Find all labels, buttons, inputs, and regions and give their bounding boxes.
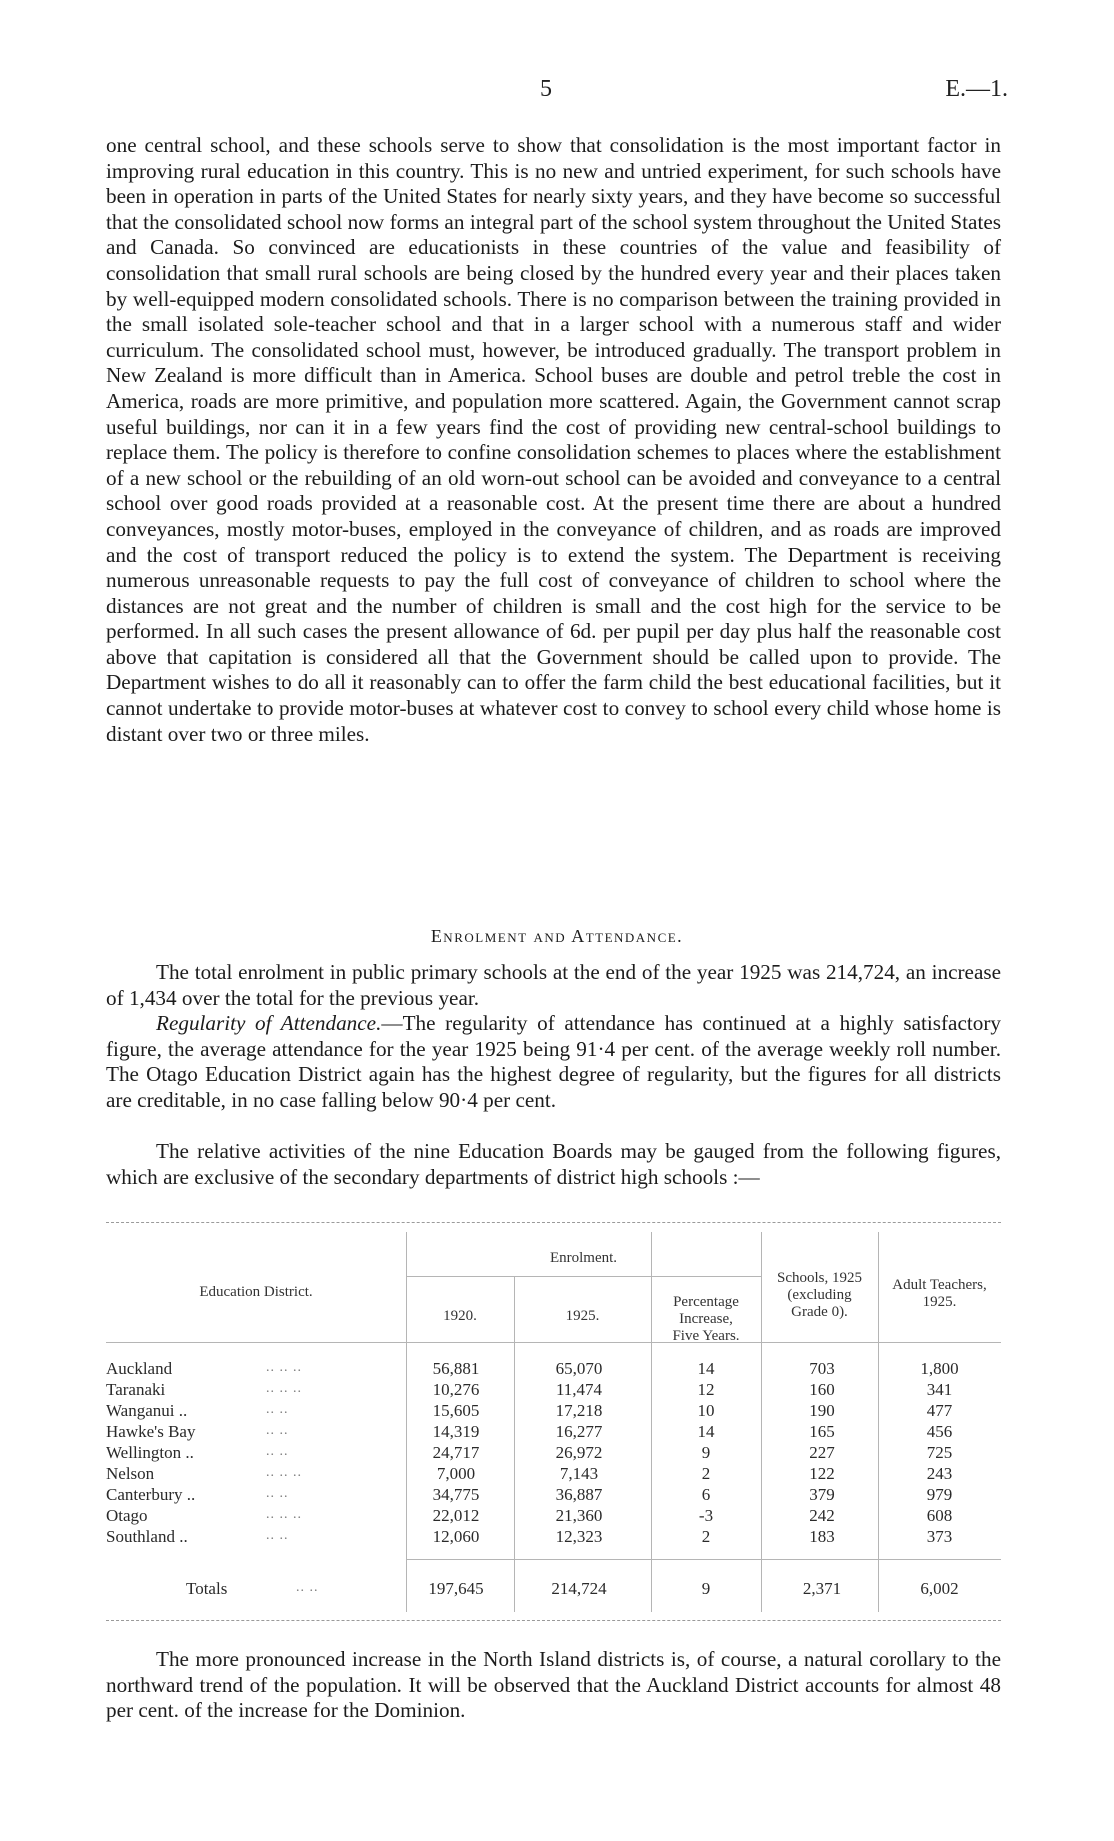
- enrolment-1925: 16,277: [555, 1422, 603, 1441]
- opening-paragraph: one central school, and these schools serve to show that consolidation is the most important factor in improving rural education in this country. This is no new and untried experiment, for such schools have been in operation in parts of the United States for nearly sixty years, and they have become so successful that the consolidated school now forms an integral part of the school system throughout the United States and Canada. So convinced are educationists in these countries of the value and feasibility of consolidation that small rural schools are being closed by the hundred every year and their places taken by well-equipped modern consolidated schools. There is no comparison between the training provided in the small isolated sole-teacher school and that in a larger school with a numerous staff and wider curriculum. The consolidated school must, however, be introduced gradually. The transport problem in New Zealand is more difficult than in America. School buses are double and petrol treble the cost in America, roads are more primitive, and population more scattered. Again, the Government cannot scrap useful buildings, nor can it in a few years find the cost of providing new central-school buildings to replace them. The policy is therefore to confine consolidation schemes to places where the establishment of a new school or the rebuilding of an old worn-out school can be avoided and conveyance to a central school over good roads provided at a reasonable cost. At the present time there are about a hundred conveyances, mostly motor-buses, employed in the conveyance of children, and as roads are improved and the cost of transport reduced the policy is to extend the system. The Department is receiving numerous unreasonable requests to pay the full cost of conveyance of children to school where the distances are not great and the number of children is small and the cost high for the service to be performed. In all such cases the present allowance of 6d. per pupil per day plus half the reasonable cost above that capitation is considered all that the Government should be called upon to provide. The Department wishes to do all it reasonably can to offer the farm child the best educational facilities, but it cannot undertake to provide motor-buses at whatever cost to convey to school every child whose home is distant over two or three miles.: [106, 133, 1001, 746]
- enrolment-1920: 22,012: [432, 1506, 480, 1525]
- schools-count: 190: [809, 1401, 835, 1420]
- header-line: 1925.: [922, 1294, 957, 1310]
- adult-teachers: 243: [926, 1464, 953, 1483]
- enrolment-1925: 26,972: [555, 1443, 603, 1462]
- header-enrolment: Enrolment.: [549, 1250, 618, 1266]
- schools-count: 242: [809, 1506, 835, 1525]
- percentage-increase: 10: [697, 1401, 715, 1420]
- percentage-increase: 14: [697, 1422, 715, 1441]
- percentage-increase: 12: [697, 1380, 715, 1399]
- leader-dots: .. .. ..: [266, 1465, 302, 1480]
- district-name: Wanganui ..: [106, 1401, 188, 1420]
- closing-paragraph: The more pronounced increase in the North Island districts is, of course, a natural corollary to the northward trend of the population. It will be observed that the Auckland District accounts for almost 48 per cent. of the increase for the Dominion.: [106, 1647, 1001, 1723]
- page-header: [0, 76, 1114, 106]
- leader-dots: .. ..: [266, 1402, 289, 1417]
- district-name: Hawke's Bay: [106, 1422, 196, 1441]
- enrolment-1920: 7,000: [436, 1464, 476, 1483]
- page-number: 5: [540, 76, 552, 102]
- percentage-increase: -3: [698, 1506, 714, 1525]
- district-name: Southland ..: [106, 1527, 188, 1546]
- header-line: Increase,: [679, 1311, 733, 1327]
- district-name: Taranaki: [106, 1380, 166, 1399]
- header-line: Grade 0).: [791, 1304, 848, 1320]
- enrolment-1920: 14,319: [432, 1422, 480, 1441]
- schools-count: 227: [809, 1443, 835, 1462]
- table-bottom-rule: [106, 1620, 1001, 1621]
- leader-dots: .. .. ..: [266, 1360, 302, 1375]
- percentage-increase: 2: [701, 1527, 711, 1546]
- enrolment-table: [106, 1222, 1001, 1622]
- schools-count: 122: [809, 1464, 835, 1483]
- leader-dots: .. ..: [266, 1423, 289, 1438]
- adult-teachers: 979: [926, 1485, 953, 1504]
- document-reference: E.—1.: [945, 76, 1008, 102]
- district-name: Wellington ..: [106, 1443, 194, 1462]
- total-enrolment-1920: 197,645: [428, 1579, 484, 1598]
- totals-rule: [406, 1559, 1001, 1560]
- header-schools: [761, 1270, 878, 1321]
- adult-teachers: 725: [926, 1443, 953, 1462]
- header-education-district: Education District.: [199, 1284, 313, 1300]
- percentage-increase: 6: [701, 1485, 711, 1504]
- enrolment-1925: 65,070: [555, 1359, 603, 1378]
- enrolment-paragraph: The total enrolment in public primary schools at the end of the year 1925 was 214,724, an increase of 1,434 over the total for the previous year.: [106, 960, 1001, 1010]
- schools-count: 703: [809, 1359, 835, 1378]
- header-line: Percentage: [673, 1294, 739, 1310]
- schools-count: 165: [809, 1422, 835, 1441]
- header-line: Five Years.: [672, 1328, 740, 1344]
- header-line: Schools, 1925: [776, 1270, 862, 1286]
- header-bottom-rule: [106, 1342, 1001, 1343]
- enrolment-1920: 34,775: [432, 1485, 480, 1504]
- header-line: Adult Teachers,: [892, 1277, 987, 1293]
- enrolment-1925: 36,887: [555, 1485, 603, 1504]
- leader-dots: .. .. ..: [266, 1507, 302, 1522]
- header-line: (excluding: [787, 1287, 852, 1303]
- schools-count: 160: [809, 1380, 835, 1399]
- enrolment-1920: 24,717: [432, 1443, 480, 1462]
- enrolment-1925: 21,360: [555, 1506, 603, 1525]
- enrolment-1925: 11,474: [555, 1380, 603, 1399]
- enrolment-1925: 12,323: [555, 1527, 603, 1546]
- district-name: Nelson: [106, 1464, 155, 1483]
- adult-teachers: 456: [926, 1422, 953, 1441]
- enrolment-subheader-rule: [406, 1276, 761, 1277]
- totals-label: Totals: [186, 1579, 228, 1598]
- district-name: Canterbury ..: [106, 1485, 196, 1504]
- enrolment-1920: 10,276: [432, 1380, 480, 1399]
- header-adult-teachers: [878, 1277, 1001, 1311]
- header-year-1920: 1920.: [443, 1308, 477, 1324]
- schools-count: 183: [809, 1527, 835, 1546]
- enrolment-1920: 56,881: [432, 1359, 480, 1378]
- percentage-increase: 14: [697, 1359, 715, 1378]
- total-schools: 2,371: [802, 1579, 842, 1598]
- adult-teachers: 1,800: [920, 1359, 959, 1378]
- regularity-body: —The regularity of attendance has continued at a highly satisfactory figure, the average attendance for the year 1925 being 91·4 per cent. of the average weekly roll number. The Otago Education District again has the highest degree of regularity, but the figures for all districts are creditable, in no case falling below 90·4 per cent.: [106, 1011, 1001, 1112]
- enrolment-1925: 17,218: [555, 1401, 603, 1420]
- regularity-lead: Regularity of Attendance.: [156, 1011, 382, 1035]
- adult-teachers: 373: [926, 1527, 953, 1546]
- enrolment-1925: 7,143: [559, 1464, 599, 1483]
- total-adult-teachers: 6,002: [920, 1579, 959, 1598]
- district-name: Auckland: [106, 1359, 173, 1378]
- header-percentage-increase: [651, 1294, 761, 1345]
- header-year-1925: 1925.: [565, 1308, 600, 1324]
- leader-dots: .. ..: [266, 1528, 289, 1543]
- regularity-paragraph: [106, 1011, 1001, 1113]
- leader-dots: .. ..: [296, 1580, 319, 1595]
- total-enrolment-1925: 214,724: [551, 1579, 607, 1598]
- leader-dots: .. .. ..: [266, 1381, 302, 1396]
- district-name: Otago: [106, 1506, 148, 1525]
- adult-teachers: 477: [926, 1401, 953, 1420]
- section-heading: Enrolment and Attendance.: [430, 926, 684, 946]
- adult-teachers: 608: [926, 1506, 953, 1525]
- percentage-increase: 9: [701, 1443, 711, 1462]
- total-percentage-increase: 9: [701, 1579, 711, 1598]
- enrolment-1920: 12,060: [432, 1527, 480, 1546]
- adult-teachers: 341: [926, 1380, 953, 1399]
- percentage-increase: 2: [701, 1464, 711, 1483]
- schools-count: 379: [809, 1485, 835, 1504]
- leader-dots: .. ..: [266, 1486, 289, 1501]
- enrolment-1920: 15,605: [432, 1401, 480, 1420]
- table-top-rule: [106, 1222, 1001, 1223]
- leader-dots: .. ..: [266, 1444, 289, 1459]
- relative-activities-paragraph: The relative activities of the nine Education Boards may be gauged from the following figures, which are exclusive of the secondary departments of district high schools :—: [106, 1139, 1001, 1189]
